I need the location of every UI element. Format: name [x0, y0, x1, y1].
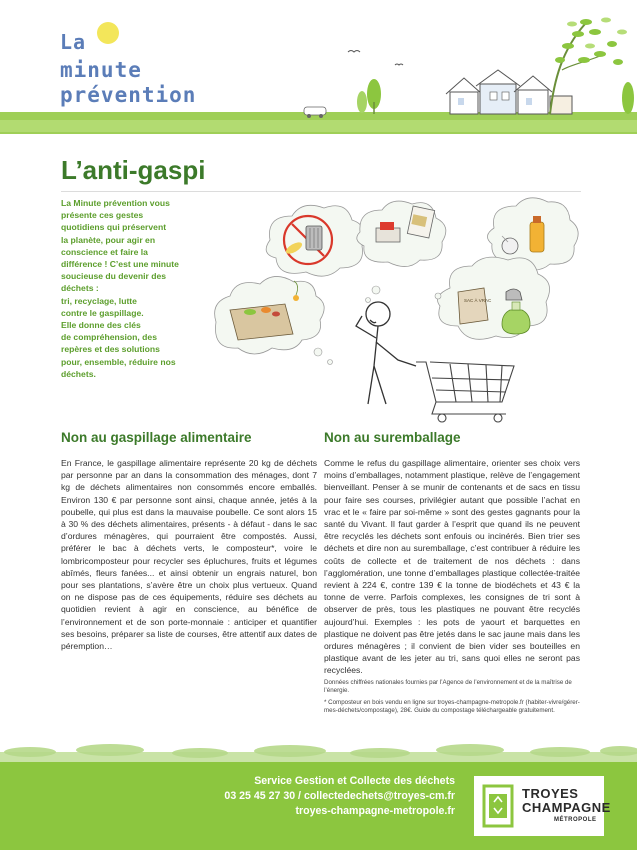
intro-text	[61, 197, 201, 380]
footer-service: Service Gestion et Collecte des déchets	[254, 775, 455, 787]
intro-line: tri, recyclage, lutte	[61, 295, 137, 306]
footnotes	[324, 679, 582, 719]
intro-line: contre le gaspillage.	[61, 307, 144, 318]
thought-cloud-packaging	[357, 201, 446, 266]
brand-logo	[474, 776, 611, 836]
footer-phone-email[interactable]: 03 25 45 27 30 / collectedechets@troyes-cm.fr	[224, 790, 455, 802]
intro-line: la planète, pour agir en	[61, 234, 156, 245]
intro-line: repères et des solutions	[61, 344, 160, 355]
section-overpackaging	[324, 430, 580, 677]
brand-name-2: CHAMPAGNE	[522, 800, 611, 815]
logo-line-1: La	[60, 30, 87, 54]
intro-line: de compréhension, des	[61, 332, 157, 343]
thought-cloud-reusable	[438, 257, 550, 339]
intro-line: pour, ensemble, réduire nos	[61, 356, 176, 367]
header	[0, 0, 637, 140]
thought-cloud-no-waste	[266, 205, 364, 276]
brand-name-3: MÉTROPOLE	[554, 817, 597, 823]
shopping-cart	[416, 362, 514, 422]
intro-line: soucieuse du devenir des	[61, 271, 167, 282]
sun-icon	[97, 22, 119, 44]
logo-line-2: minute	[60, 58, 142, 82]
footer-website[interactable]: troyes-champagne-metropole.fr	[295, 805, 455, 817]
intro-line: conscience et faire la	[61, 246, 148, 257]
section-heading: Non au gaspillage alimentaire	[61, 430, 252, 445]
intro-line: différence ! C’est une minute	[61, 259, 179, 270]
logo-line-3: prévention	[60, 83, 197, 107]
section-body: En France, le gaspillage alimentaire représente 20 kg de déchets par personne par an dans la consommation des ménages, dont 7 kg de déchets alimentaires non consommés encore emballés. Environ 130 € par personne sont ainsi, chaque année, jetés à la poubelle, qui plus est dans la mauvaise poubelle. Ce sont alors 15 à 30 % des déchets alimentaires, présents - à défaut - dans le sac d’ordures ménagères, qui pourraient être compostés. Aussi, préférer le bac à déchets verts, le composteur*, voire le lombricomposteur pour recycler ses épluchures, fruits et légumes abîmés, fleurs fanées... et ainsi obtenir un engrais naturel, bon pour ses plantations, s’avère être un choix plus vertueux. Quand on ne dispose pas de ces équipements, réduire ses déchets au quotidien revient à agir en conscience, au bénéfice de l’environnement et de son porte-monnaie : anticiper et quantifier ses besoins, préparer sa liste de courses, être attentif aux dates de péremption…	[61, 458, 317, 652]
source-note: Données chiffrées nationales fournies par l’Agence de l’environnement et de la maîtrise de l’énergie.	[324, 679, 572, 695]
section-heading: Non au suremballage	[324, 430, 461, 445]
section-body: Comme le refus du gaspillage alimentaire, orienter ses choix vers moins d’emballages, notamment plastique, relève de l’engagement bienveillant. Penser à se munir de contenants et de sacs en tissu pour faire ses courses, privilégier autant que possible l’achat en vrac et le « faire par soi-même » sont des gestes gagnants pour la santé du Vivant. Il faut garder à l’esprit que quand ils ne peuvent être recyclés les déchets sont enfouis ou incinérés. Bien trier ses déchets et dire non au suremballage, c’est contribuer à réduire les coûts de collecte et de traitement de nos déchets : dans l’agglomération, une tonne d’emballages plastique collectée-traitée revient à 224 €, contre 139 € la tonne de biodéchets et 43 € la tonne de verre. Parfois complexes, les consignes de tri sont à observer de près, tous les plastiques ne pouvant être recyclés aujourd’hui. Exemples : les pots de yaourt et barquettes en plastique ne doivent pas être jetés dans le sac jaune mais dans les ordures ménagères ; il convient de bien vider ses bouteilles en plastique avant de les jeter au tri, sans quoi elles ne seront pas recyclées.	[324, 458, 580, 676]
intro-line: déchets :	[61, 283, 99, 294]
intro-line: présente ces gestes	[61, 210, 144, 221]
intro-line: quotidiens qui préservent	[61, 222, 167, 233]
thinking-shopper-illustration	[210, 192, 590, 424]
composter-footnote: * Composteur en bois vendu en ligne sur troyes-champagne-metropole.fr (habiter-vivre/gérer-mes-déchets/compostage), 28€. Guide du compostage téléchargeable gratuitement.	[324, 698, 580, 715]
section-food-waste	[61, 430, 317, 652]
footer-contact	[224, 774, 455, 819]
page-title: L’anti-gaspi	[61, 155, 206, 185]
bulk-bag-label: SAC À VRAC	[464, 298, 492, 303]
brand-name-1: TROYES	[522, 786, 579, 801]
intro-line: déchets.	[61, 368, 96, 379]
intro-line: Elle donne des clés	[61, 320, 141, 331]
recycling-bin-icon	[480, 782, 516, 830]
grass-strip	[0, 738, 637, 762]
intro-line: La Minute prévention vous	[61, 198, 170, 208]
village-illustration	[300, 10, 637, 122]
footer	[0, 762, 637, 850]
stick-figure	[356, 302, 416, 404]
thought-cloud-compost	[215, 276, 325, 354]
